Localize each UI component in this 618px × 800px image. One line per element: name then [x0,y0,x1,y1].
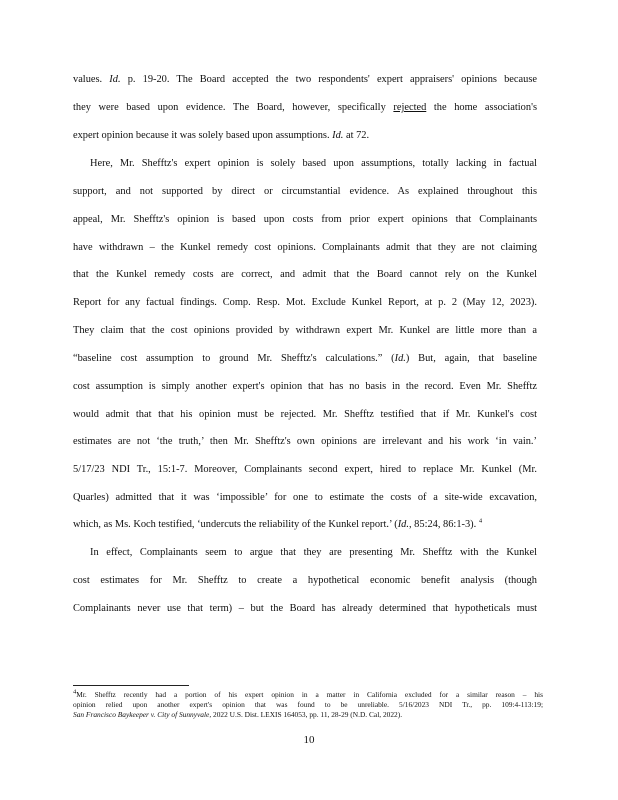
body-line: Complainants never use that term) – but the Board has already determined that hypotheticals must [73,603,537,614]
page-number: 10 [303,734,315,746]
body-line: Here, Mr. Shefftz's expert opinion is solely based upon assumptions, totally lacking in factual [90,158,537,169]
body-line: cost estimates for Mr. Shefftz to create a hypothetical economic benefit analysis (though [73,575,537,586]
footnote-line: 4Mr. Shefftz recently had a portion of his expert opinion in a matter in California excluded for a similar reason – his [73,688,543,699]
body-line: have withdrawn – the Kunkel remedy cost opinions. Complainants admit that they are not claiming [73,242,537,253]
body-line: They claim that the cost opinions provided by withdrawn expert Mr. Kunkel are little more than a [73,325,537,336]
body-line: “baseline cost assumption to ground Mr. Shefftz's calculations.” (Id.) But, again, that baseline [73,353,537,364]
body-line: which, as Ms. Koch testified, ‘undercuts the reliability of the Kunkel report.’ (Id., 85:24, 86:1-3). $^4$ [73,517,483,530]
body-line: Report for any factual findings. Comp. Resp. Mot. Exclude Kunkel Report, at p. 2 (May 12, 2023). [73,297,537,308]
footnote-line: San Francisco Baykeeper v. City of Sunnyvale, 2022 U.S. Dist. LEXIS 164053, pp. 11, 28-29 (N.D. Cal, 2022). [73,710,403,719]
body-line: estimates are not ‘the truth,’ then Mr. Shefftz's own opinions are irrelevant and his work ‘in vain.’ [73,436,537,447]
body-line: cost assumption is simply another expert's opinion that has no basis in the record. Even Mr. Shefftz [73,381,537,392]
body-line: that the Kunkel remedy costs are correct, and admit that the Board cannot rely on the Kunkel [73,269,537,280]
body-line: appeal, Mr. Shefftz's opinion is based upon costs from prior expert opinions that Complainants [73,214,537,225]
body-line: would admit that that his opinion must be rejected. Mr. Shefftz testified that if Mr. Kunkel's cost [73,409,537,420]
body-line: 5/17/23 NDI Tr., 15:1-7. Moreover, Complainants second expert, hired to replace Mr. Kunkel (Mr. [73,464,537,475]
body-line: support, and not supported by direct or circumstantial evidence. As explained throughout this [73,186,537,197]
footnote-marker: 4 [478,517,483,525]
footnote-line: opinion relied upon another expert's opinion that was found to be unreliable. 5/16/2023 NDI Tr., pp. 109:4-113:19; [73,700,543,709]
body-line: In effect, Complainants seem to argue that they are presenting Mr. Shefftz with the Kunkel [90,547,537,558]
body-line: they were based upon evidence. The Board, however, specifically rejected the home association's [73,102,537,113]
body-line: Quarles) admitted that it was ‘impossible’ for one to estimate the costs of a site-wide excavation, [73,492,537,503]
footnote-separator [73,685,189,686]
body-line: expert opinion because it was solely based upon assumptions. Id. at 72. [73,130,370,141]
body-line: values. Id. p. 19-20. The Board accepted the two respondents' expert appraisers' opinions because [73,74,537,85]
